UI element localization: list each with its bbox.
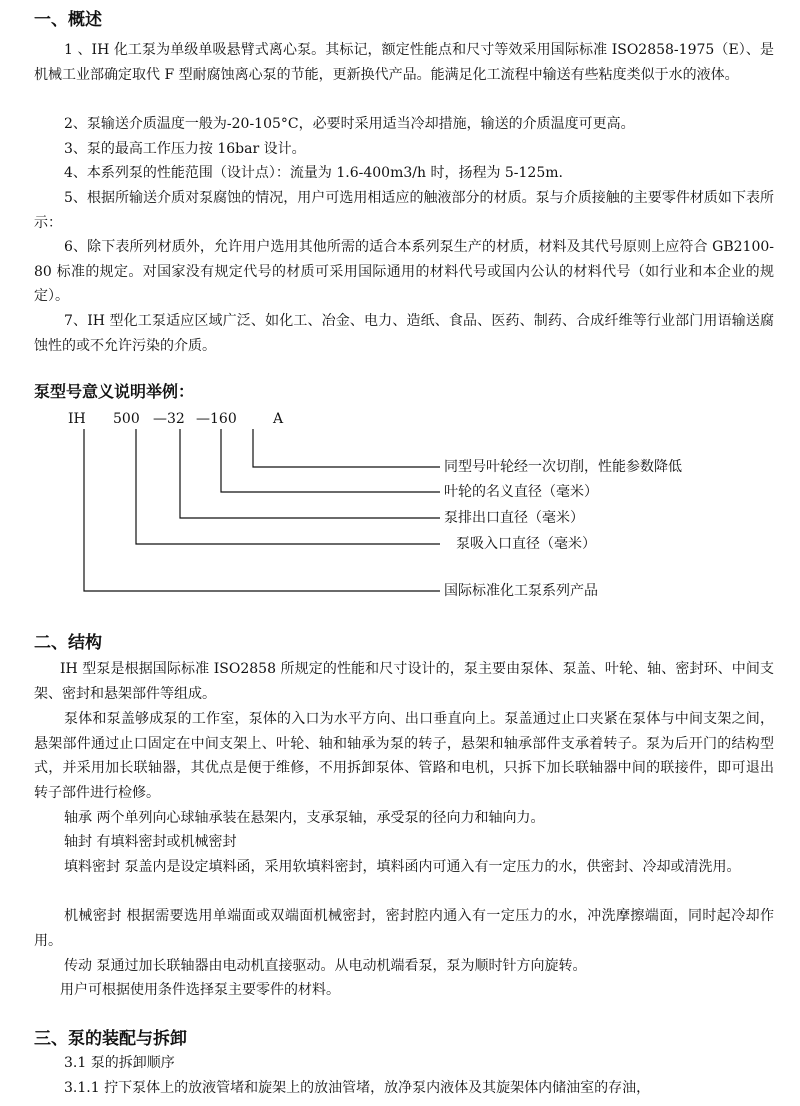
model-part-trim: A xyxy=(273,411,284,427)
section-2-para-shaft-seal: 轴封 有填料密封或机械密封 xyxy=(64,834,237,850)
section-2-para-1: IH 型泵是根据国际标准 ISO2858 所规定的性能和尺寸设计的，泵主要由泵体、泵盖、叶轮、轴、密封环、中间支架、密封和悬架部件等组成。 xyxy=(34,661,774,702)
section-1-item-2: 2、泵输送介质温度一般为-20-105°C，必要时采用适当冷却措施，输送的介质温度可更高。 xyxy=(64,116,635,132)
section-2-para-bearing: 轴承 两个单列向心球轴承装在悬架内，支承泵轴，承受泵的径向力和轴向力。 xyxy=(64,810,545,826)
section-1-title: 一、概述 xyxy=(34,10,102,30)
leader-trim xyxy=(253,429,440,467)
section-3-title: 三、泵的装配与拆卸 xyxy=(34,1029,187,1049)
model-desc-inlet: 泵吸入口直径（毫米） xyxy=(456,536,596,552)
model-part-impeller: —160 xyxy=(196,411,237,427)
model-part-series: IH xyxy=(68,411,86,427)
section-2-title: 二、结构 xyxy=(34,633,102,653)
section-2-para-packing-seal: 填料密封 泵盖内是设定填料函，采用软填料密封，填料函内可通入有一定压力的水，供密封、冷却或清洗用。 xyxy=(64,859,741,875)
section-1-item-4: 4、本系列泵的性能范围（设计点）：流量为 1.6-400m3/h 时，扬程为 5-125m. xyxy=(64,165,563,181)
section-2-para-materials: 用户可根据使用条件选择泵主要零件的材料。 xyxy=(60,982,340,998)
section-1-item-5: 5、根据所输送介质对泵腐蚀的情况，用户可选用相适应的触液部分的材质。泵与介质接触的主要零件材质如下表所示： xyxy=(34,190,774,231)
section-2-para-drive: 传动 泵通过加长联轴器由电动机直接驱动。从电动机端看泵，泵为顺时针方向旋转。 xyxy=(64,958,587,974)
section-3-step-1: 3.1.1 拧下泵体上的放液管堵和旋架上的放油管堵，放净泵内液体及其旋架体内储油室的存油， xyxy=(64,1080,651,1096)
section-1-item-3: 3、泵的最高工作压力按 16bar 设计。 xyxy=(64,141,306,157)
model-desc-trim: 同型号叶轮经一次切削，性能参数降低 xyxy=(444,459,682,475)
model-part-inlet: 500 xyxy=(113,411,140,427)
model-title: 泵型号意义说明举例： xyxy=(34,382,195,401)
section-3-sub: 3.1 泵的拆卸顺序 xyxy=(64,1055,175,1071)
section-2-para-2: 泵体和泵盖够成泵的工作室，泵体的入口为水平方向、出口垂直向上。泵盖通过止口夹紧在泵体与中间支架之间，悬架部件通过止口固定在中间支架上、叶轮、轴和轴承为泵的转子，悬架和轴承部件支承着转子。泵为后开门的结构型式，并采用加长联轴器，其优点是便于维修，不用拆卸泵体、管路和电机，只拆下加长联轴器中间的联接件，即可退出转子部件进行检修。 xyxy=(34,711,774,802)
section-2-para-mechanical-seal: 机械密封 根据需要选用单端面或双端面机械密封，密封腔内通入有一定压力的水，冲洗摩擦端面，同时起冷却作用。 xyxy=(34,908,774,949)
model-part-outlet: —32 xyxy=(153,411,185,427)
leader-series xyxy=(84,429,440,591)
section-1-item-7: 7、IH 型化工泵适应区域广泛、如化工、冶金、电力、造纸、食品、医药、制药、合成纤维等行业部门用语输送腐蚀性的或不允许污染的介质。 xyxy=(34,313,774,354)
model-desc-impeller: 叶轮的名义直径（毫米） xyxy=(444,484,598,500)
leader-inlet xyxy=(136,429,440,544)
model-desc-series: 国际标准化工泵系列产品 xyxy=(444,583,598,599)
model-desc-outlet: 泵排出口直径（毫米） xyxy=(444,510,584,526)
section-1-item-1: 1 、IH 化工泵为单级单吸悬臂式离心泵。其标记，额定性能点和尺寸等效采用国际标准 ISO2858-1975（E）、是机械工业部确定取代 F 型耐腐蚀离心泵的节能，更新换代产品。能满足化工流程中输送有些粘度类似于水的液体。 xyxy=(34,42,774,83)
section-1-item-6: 6、除下表所列材质外，允许用户选用其他所需的适合本系列泵生产的材质，材料及其代号原则上应符合 GB2100-80 标准的规定。对国家没有规定代号的材质可采用国际通用的材料代号或国内公认的材料代号（如行业和本企业的规定）。 xyxy=(34,239,774,305)
leader-impeller xyxy=(221,429,440,492)
leader-outlet xyxy=(180,429,440,518)
